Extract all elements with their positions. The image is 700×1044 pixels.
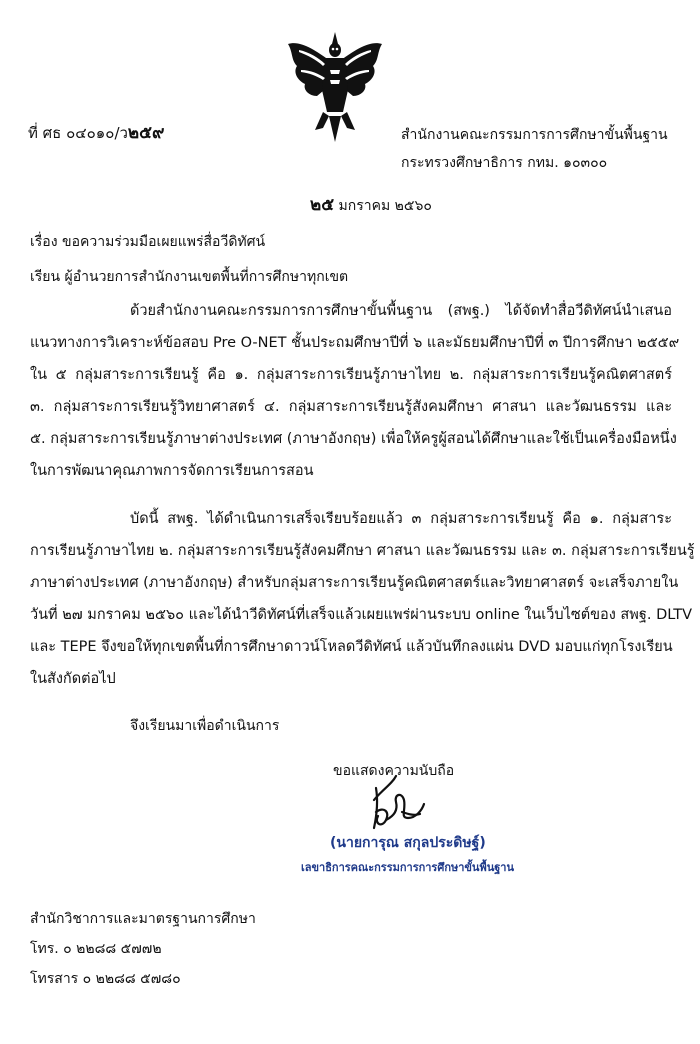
handwritten-signature-icon bbox=[362, 770, 432, 840]
paragraph-1-line: ในการพัฒนาคุณภาพการจัดการเรียนการสอน bbox=[30, 463, 314, 479]
paragraph-1-line: ๕. กลุ่มสาระการเรียนรู้ภาษาต่างประเทศ (ภาษาอังกฤษ) เพื่อให้ครูผู้สอนได้ศึกษาและใช้เป็นเครื่องมือหนึ่ง bbox=[30, 431, 677, 447]
contact-phone: โทร. ๐ ๒๒๘๘ ๕๗๗๒ bbox=[30, 941, 162, 957]
reference-number bbox=[28, 119, 164, 146]
paragraph-2-line: ภาษาต่างประเทศ (ภาษาอังกฤษ) สำหรับกลุ่มสาระการเรียนรู้คณิตศาสตร์และวิทยาศาสตร์ จะเสร็จภายใน bbox=[30, 575, 679, 591]
paragraph-1-line: แนวทางการวิเคราะห์ข้อสอบ Pre O-NET ชั้นประถมศึกษาปีที่ ๖ และมัธยมศึกษาปีที่ ๓ ปีการศึกษา ๒๕๕๙ bbox=[30, 335, 680, 351]
signer-title: เลขาธิการคณะกรรมการการศึกษาขั้นพื้นฐาน bbox=[301, 861, 514, 874]
paragraph-1-line: ด้วยสำนักงานคณะกรรมการการศึกษาขั้นพื้นฐาน (สพฐ.) ได้จัดทำสื่อวีดิทัศน์นำเสนอ bbox=[130, 303, 672, 319]
agency-address: กระทรวงศึกษาธิการ กทม. ๑๐๓๐๐ bbox=[401, 155, 608, 171]
paragraph-1-line: ๓. กลุ่มสาระการเรียนรู้วิทยาศาสตร์ ๔. กลุ่มสาระการเรียนรู้สังคมศึกษา ศาสนา และวัฒนธรรม และ bbox=[30, 399, 672, 415]
paragraph-1-line: ใน ๕ กลุ่มสาระการเรียนรู้ คือ ๑. กลุ่มสาระการเรียนรู้ภาษาไทย ๒. กลุ่มสาระการเรียนรู้คณิตศาสตร์ bbox=[30, 367, 672, 383]
date-month-year: มกราคม ๒๕๖๐ bbox=[338, 198, 432, 214]
agency-name: สำนักงานคณะกรรมการการศึกษาขั้นพื้นฐาน bbox=[401, 127, 668, 143]
paragraph-2-line: วันที่ ๒๗ มกราคม ๒๕๖๐ และได้นำวีดิทัศน์ที่เสร็จแล้วเผยแพร่ผ่านระบบ online ในเว็บไซต์ของ สพฐ. DLTV bbox=[30, 607, 693, 623]
contact-office: สำนักวิชาการและมาตรฐานการศึกษา bbox=[30, 911, 256, 927]
paragraph-2-line: บัดนี้ สพฐ. ได้ดำเนินการเสร็จเรียบร้อยแล้ว ๓ กลุ่มสาระการเรียนรู้ คือ ๑. กลุ่มสาระ bbox=[130, 511, 672, 527]
letter-recipient: เรียน ผู้อำนวยการสำนักงานเขตพื้นที่การศึกษาทุกเขต bbox=[30, 269, 349, 285]
contact-fax: โทรสาร ๐ ๒๒๘๘ ๕๗๘๐ bbox=[30, 971, 181, 987]
garuda-emblem-icon bbox=[285, 30, 385, 145]
salutation: ขอแสดงความนับถือ bbox=[333, 763, 455, 779]
letter-date bbox=[310, 191, 432, 218]
date-day-handwritten: ๒๕ bbox=[310, 195, 335, 215]
signer-name: (นายการุณ สกุลประดิษฐ์) bbox=[330, 835, 486, 851]
reference-number-printed: ที่ ศธ ๐๔๐๑๐/ว bbox=[28, 124, 128, 142]
paragraph-2-line: ในสังกัดต่อไป bbox=[30, 671, 116, 687]
closing-request: จึงเรียนมาเพื่อดำเนินการ bbox=[130, 718, 280, 734]
reference-number-handwritten: ๒๕๙ bbox=[127, 123, 165, 143]
paragraph-2-line: และ TEPE จึงขอให้ทุกเขตพื้นที่การศึกษาดาวน์โหลดวีดิทัศน์ แล้วบันทึกลงแผ่น DVD มอบแก่ทุกโรงเรียน bbox=[30, 639, 673, 655]
letter-subject: เรื่อง ขอความร่วมมือเผยแพร่สื่อวีดิทัศน์ bbox=[30, 234, 266, 250]
paragraph-2-line: การเรียนรู้ภาษาไทย ๒. กลุ่มสาระการเรียนรู้สังคมศึกษา ศาสนา และวัฒนธรรม และ ๓. กลุ่มสาระการเรียนรู้ bbox=[30, 543, 695, 559]
